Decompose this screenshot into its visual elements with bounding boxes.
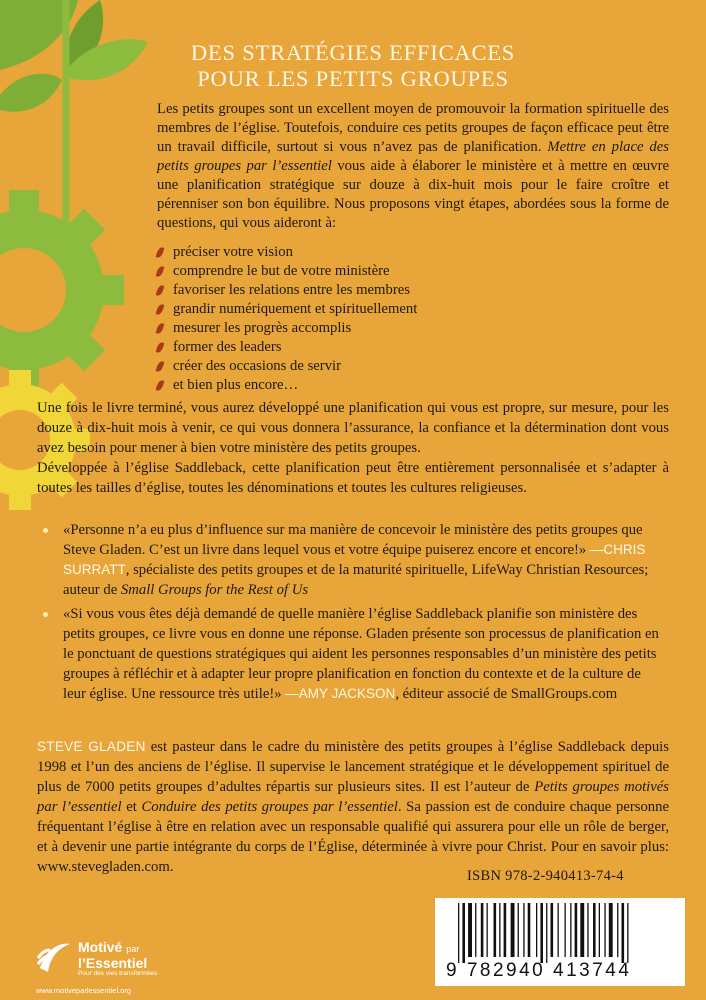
quote-text: «Si vous vous êtes déjà demandé de quelle manière l’église Saddleback planifie son ministère des petits groupes, ce livre vous en donne une réponse. Gladen présente son processus de planification en le ponctuant de questions stratégiques qui aident les personnes responsables d’un ministère des petits groupes à réfléchir et à adapter leur propre planification en fonction du contexte et de la culture de leur église. Une ressource très utile!» (63, 606, 659, 702)
barcode-bar (475, 903, 476, 957)
barcode-bar (481, 903, 484, 957)
barcode-bar (523, 903, 524, 957)
bio-text: . Sa passion est de conduire chaque personne fréquentant l’église à être en relation avec un responsable qualifié qui assurera pour elle un rôle de berger, et à devenir une partie intégrante du corps de l’Église, déterminée à vivre pour Christ. Pour en savoir plus: www.stevegladen.com. (37, 799, 669, 875)
barcode-bar (622, 903, 625, 963)
barcode-bar (627, 903, 628, 963)
isbn-label: ISBN 978-2-940413-74-4 (467, 868, 624, 884)
quote-role: , éditeur associé de SmallGroups.com (395, 686, 618, 702)
list-item-text: mesurer les progrès accomplis (173, 320, 352, 336)
barcode-bar (546, 903, 547, 963)
quote-author: —AMY JACKSON (285, 686, 396, 701)
barcode-bar (593, 903, 596, 957)
barcode-bar (528, 903, 531, 957)
bio-book: Petits groupes motivés par l’essentiel (37, 779, 669, 815)
barcode-bar (518, 903, 519, 957)
barcode-bar (617, 903, 618, 957)
quote-book: Small Groups for the Rest of Us (120, 582, 309, 598)
barcode-bar (575, 903, 578, 957)
quote-role: , spécialiste des petits groupes et de la maturité spirituelle, LifeWay Christian Resources; auteur de (63, 562, 649, 598)
summary-section (37, 398, 669, 498)
leaf-bullet-icon (156, 246, 165, 258)
publisher-logo-icon (36, 938, 74, 976)
list-item (157, 319, 669, 338)
intro-section (157, 100, 669, 405)
title-line: POUR LES PETITS GROUPES (197, 66, 509, 91)
leaf-bullet-icon (156, 265, 165, 277)
barcode-bar (487, 903, 488, 957)
logo-word: l’Essentiel (78, 955, 148, 971)
barcode-bar (468, 903, 472, 957)
barcode-bar (536, 903, 537, 957)
bio-paragraph (37, 737, 669, 877)
logo-word: Motivé (78, 939, 123, 955)
quote-text: «Personne n’a eu plus d’influence sur ma manière de concevoir le ministère des petits groupes que Steve Gladen. C’est un livre dans lequel vous et votre équipe puiserez encore et encore!» (63, 522, 643, 558)
green-gear-icon (0, 190, 124, 390)
list-item-text: grandir numériquement et spirituellement (173, 301, 418, 317)
leaf-bullet-icon (156, 284, 165, 296)
leaf-bullet-icon (156, 379, 165, 391)
barcode-bar (551, 903, 554, 957)
endorsements (63, 520, 667, 708)
barcode-bar (558, 903, 559, 957)
barcode-bar (604, 903, 605, 957)
barcode-bar (458, 903, 459, 963)
list-item-text: former des leaders (173, 339, 282, 355)
bio-text: est pasteur dans le cadre du ministère des petits groupes à l’église Saddleback depuis 1998 et l’un des anciens de l’église. Il supervise le lancement stratégique et le développement spirituel de plus de 7000 petits groupes d’adultes répartis sur plusieurs sites. Il est l’auteur de (37, 739, 669, 795)
barcode-bar (540, 903, 543, 963)
list-item-text: créer des occasions de servir (173, 358, 342, 374)
summary-paragraph: Une fois le livre terminé, vous aurez développé une planification qui vous est propre, sur mesure, pour les douze à dix-huit mois à venir, ce qui vous donnera l’assurance, la confiance et la détermination dont vous avez besoin pour mener à bien votre ministère des petits groupes. (37, 400, 669, 456)
barcode-bar (599, 903, 600, 957)
author-bio (37, 737, 669, 877)
leaf-bullet-icon (156, 303, 165, 315)
author-name: STEVE GLADEN (37, 739, 146, 754)
leaf-bullet-icon (156, 322, 165, 334)
barcode-bar (609, 903, 613, 957)
bio-text: et (121, 799, 142, 815)
list-item (157, 262, 669, 281)
barcode-bar (570, 903, 571, 957)
list-item (157, 243, 669, 262)
logo-word: par (126, 944, 140, 954)
list-item-text: favoriser les relations entre les membres (173, 282, 410, 298)
summary-paragraph: Développée à l’église Saddleback, cette planification peut être entièrement personnalisée et s’adapter à toutes les tailles d’église, toutes les dénominations et toutes les cultures religieuses. (37, 460, 669, 496)
publisher-logo-text (78, 940, 147, 970)
list-item (157, 300, 669, 319)
benefit-list (157, 243, 669, 395)
barcode-bar (504, 903, 507, 957)
endorsement-quote (63, 520, 667, 600)
endorsement-quote (63, 604, 667, 704)
bio-book: Conduire des petits groupes par l’essentiel (141, 799, 398, 815)
barcode-bar (580, 903, 584, 957)
list-item (157, 338, 669, 357)
list-item-text: comprendre le but de votre ministère (173, 263, 390, 279)
list-item (157, 357, 669, 376)
leaf-bullet-icon (156, 360, 165, 372)
quote-bullet-icon (43, 528, 48, 533)
barcode-bar (462, 903, 465, 963)
barcode-number: 9 782940 413744 (446, 960, 632, 981)
intro-text: vous aide à élaborer le ministère et à mettre en œuvre une planification stratégique sur douze à dix-huit mois pour le faire croître et pérenniser son bon équilibre. Nous proposons vingt étapes, abordées sous la forme de questions, qui vous aideront à: (157, 158, 669, 231)
logo-tagline: Pour des vies transformées (78, 970, 158, 977)
barcode-bar (587, 903, 588, 957)
list-item-text: préciser votre vision (173, 244, 293, 260)
leaf-bullet-icon (156, 341, 165, 353)
barcode-bar (494, 903, 497, 957)
barcode-bar (499, 903, 500, 957)
intro-text: Les petits groupes sont un excellent moyen de promouvoir la formation spirituelle des membres de l’église. Toutefois, conduire ces petits groupes de façon efficace peut être un travail difficile, surtout si vous n’avez pas de planification. (157, 101, 669, 155)
title-line: DES STRATÉGIES EFFICACES (190, 40, 516, 65)
list-item (157, 281, 669, 300)
barcode-graphic (450, 903, 675, 963)
page-title (0, 40, 706, 92)
quote-author: —CHRIS SURRATT (63, 542, 646, 577)
intro-paragraph (157, 100, 669, 233)
publisher-url: www.motiveparlessentiel.org (36, 986, 132, 995)
list-item-text: et bien plus encore… (173, 377, 299, 393)
book-title: Mettre en place des petits groupes par l’essentiel (157, 139, 669, 174)
list-item (157, 376, 669, 395)
barcode-bar (565, 903, 566, 957)
barcode-bar (511, 903, 515, 957)
quote-bullet-icon (43, 612, 48, 617)
